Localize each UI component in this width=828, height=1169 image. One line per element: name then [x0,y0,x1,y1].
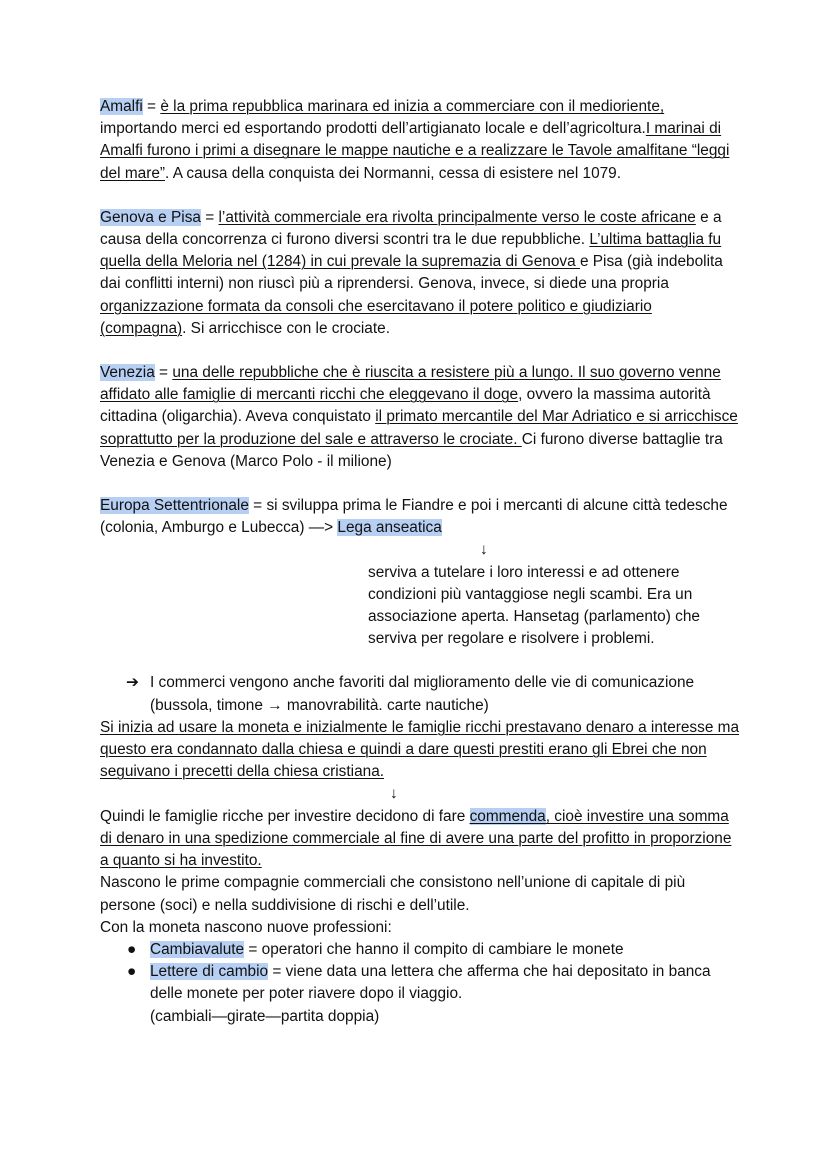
highlight-europa: Europa Settentrionale [100,497,249,515]
arrow-list [100,672,740,716]
paragraph-genova-pisa [100,207,740,340]
list-item [100,672,740,716]
list-item [100,961,740,1028]
equals-sign: = [142,98,161,115]
paragraph-professioni: Con la moneta nascono nuove professioni: [100,918,392,936]
text: . A causa della conquista dei Normanni, cessa di esistere nel 1079. [165,164,622,182]
underlined-text: I marinai di Amalfi furono i primi a disegnare le mappe nautiche e a realizzare le Tavole amalfitane “leggi del mare” [100,120,730,182]
text: . Si arricchisce con le crociate. [182,319,390,337]
document-page [100,96,740,1028]
equals-sign: = [154,364,173,382]
paragraph-amalfi [100,96,740,185]
text: importando merci ed esportando prodotti dell’artigianato locale e dell’agricoltura. [100,120,646,138]
underlined-text: il primato mercantile del Mar Adriatico e si arricchisce soprattutto per la produzione del sale e attraverso le crociate. [100,408,738,448]
underlined-text: organizzazione formata da consoli che esercitavano il potere politico e giudiziario (compagna) [100,297,652,337]
lega-description: serviva a tutelare i loro interessi e ad ottenere condizioni più vantaggiose negli scambi. Era un associazione aperta. Hansetag (parlamento) che serviva per regolare e risolvere i problemi. [368,563,700,648]
bullet-icon: ● [127,963,137,981]
bullet-list [100,939,740,1028]
highlight-genova-pisa: Genova e Pisa [100,208,201,226]
paragraph-commenda [100,806,740,873]
highlight-venezia: Venezia [100,364,155,382]
highlight-cambiavalute: Cambiavalute [150,940,245,958]
text: = viene data una lettera che afferma che hai depositato in banca delle monete per poter riavere dopo il viaggio. [150,963,711,1003]
underlined-text: L’ultima battaglia fu quella della Meloria nel (1284) in cui prevale la supremazia di Genova [100,231,722,271]
text: (cambiali—girate—partita doppia) [150,1007,380,1025]
bullet-icon: ● [127,940,137,958]
equals-sign: = [200,208,219,226]
down-arrow-glyph: ↓ [480,541,488,559]
highlight-lettere-di-cambio: Lettere di cambio [150,963,269,981]
paragraph-moneta [100,717,740,784]
text: Quindi le famiglie ricche per investire decidono di fare [100,807,470,825]
underlined-text: l’attività commerciale era rivolta principalmente verso le coste africane [218,208,696,226]
equals-sign: = [248,497,267,515]
text: Ci furono diverse battaglie tra Venezia e Genova (Marco Polo - il milione) [100,430,723,470]
paragraph-compagnie: Nascono le prime compagnie commerciali che consistono nell’unione di capitale di più persone (soci) e nella suddivisione di rischi e dell’utile. [100,874,686,914]
paragraph-europa [100,495,740,539]
underlined-text: , cioè investire una somma di denaro in una spedizione commerciale al fine di avere una parte del profitto in proporzione a quanto si ha investito. [100,807,732,870]
underlined-text: Si inizia ad usare la moneta e inizialmente le famiglie ricchi prestavano denaro a interesse ma questo era condannato dalla chiesa e quindi a dare questi prestiti erano gli Ebrei che non seguivano i precetti della chiesa cristiana. [100,718,740,781]
list-item [100,939,740,961]
down-arrow-icon [100,783,740,805]
highlight-lega-anseatica: Lega anseatica [337,519,442,537]
text: = operatori che hanno il compito di cambiare le monete [244,940,624,958]
down-arrow-icon [100,539,740,561]
text: , ovvero la massima autorità cittadina (oligarchia). Aveva conquistato [100,386,711,426]
paragraph-venezia [100,362,740,473]
text: si sviluppa prima le Fiandre e poi i mercanti di alcune città tedesche (colonia, Amburgo e Lubecca) —> [100,497,728,537]
highlight-amalfi: Amalfi [100,98,143,115]
text: e a causa della concorrenza ci furono diversi scontri tra le due repubbliche. [100,208,722,249]
arrow-right-icon: ➔ [126,674,139,692]
down-arrow-glyph: ↓ [390,785,398,803]
underlined-text: una delle repubbliche che è riuscita a resistere più a lungo. Il suo governo venne affidato alle famiglie di mercanti ricchi che eleggevano il doge [100,364,721,404]
underlined-text: è la prima repubblica marinara ed inizia a commerciare con il medioriente, [160,98,665,115]
text: I commerci vengono anche favoriti dal miglioramento delle vie di comunicazione (bussola, timone → manovrabilità. carte nautiche) [150,674,695,714]
text: e Pisa (già indebolita dai conflitti interni) non riuscì più a riprendersi. Genova, invece, si diede una propria [100,253,723,293]
highlight-commenda: commenda [469,807,546,825]
